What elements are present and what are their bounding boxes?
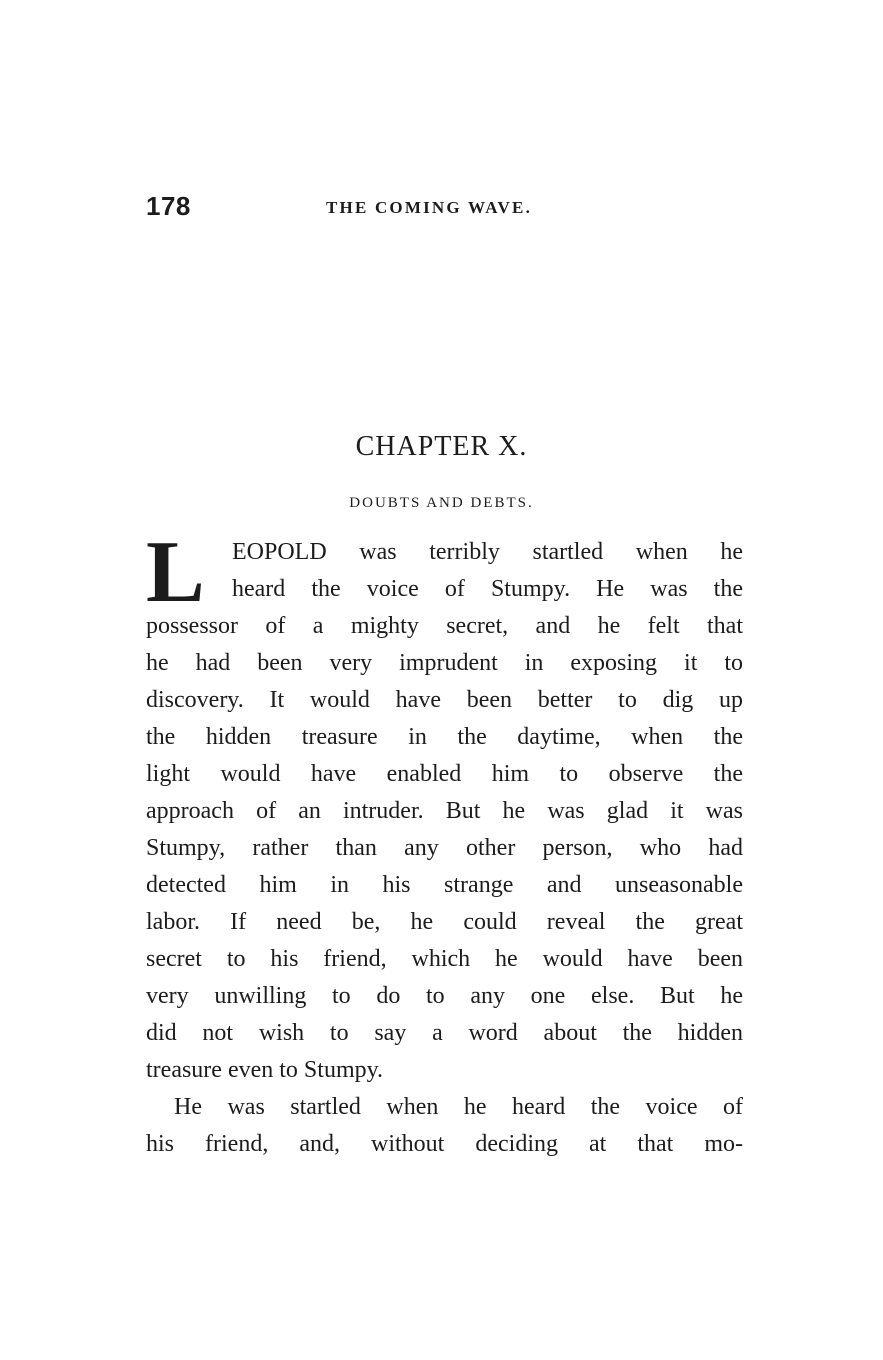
text-line: discovery. It would have been better to dig up <box>146 687 743 713</box>
page-number: 178 <box>146 191 191 221</box>
text-line: EOPOLD was terribly startled when he <box>232 539 743 565</box>
running-title: THE COMING WAVE. <box>326 198 533 217</box>
text-line: labor. If need be, he could reveal the great <box>146 909 743 935</box>
text-line: detected him in his strange and unseasonable <box>146 872 743 898</box>
text-line: Stumpy, rather than any other person, who had <box>146 835 743 861</box>
text-line: his friend, and, without deciding at that mo- <box>146 1131 743 1157</box>
drop-cap: L <box>146 524 205 621</box>
text-line: did not wish to say a word about the hidden <box>146 1020 743 1046</box>
chapter-subtitle: DOUBTS AND DEBTS. <box>349 495 534 511</box>
text-line: the hidden treasure in the daytime, when the <box>146 724 743 750</box>
text-line: He was startled when he heard the voice of <box>174 1094 743 1120</box>
text-line: he had been very imprudent in exposing it to <box>146 650 743 676</box>
text-line: secret to his friend, which he would have been <box>146 946 743 972</box>
text-line: heard the voice of Stumpy. He was the <box>232 576 743 602</box>
body-text <box>146 524 743 1163</box>
text-line: possessor of a mighty secret, and he felt that <box>146 613 743 639</box>
text-line: approach of an intruder. But he was glad it was <box>146 798 743 824</box>
text-line: treasure even to Stumpy. <box>146 1057 384 1083</box>
chapter-heading: CHAPTER X. <box>355 431 528 462</box>
text-line: very unwilling to do to any one else. But he <box>146 983 743 1009</box>
running-head <box>146 190 746 222</box>
text-line: light would have enabled him to observe the <box>146 761 743 787</box>
